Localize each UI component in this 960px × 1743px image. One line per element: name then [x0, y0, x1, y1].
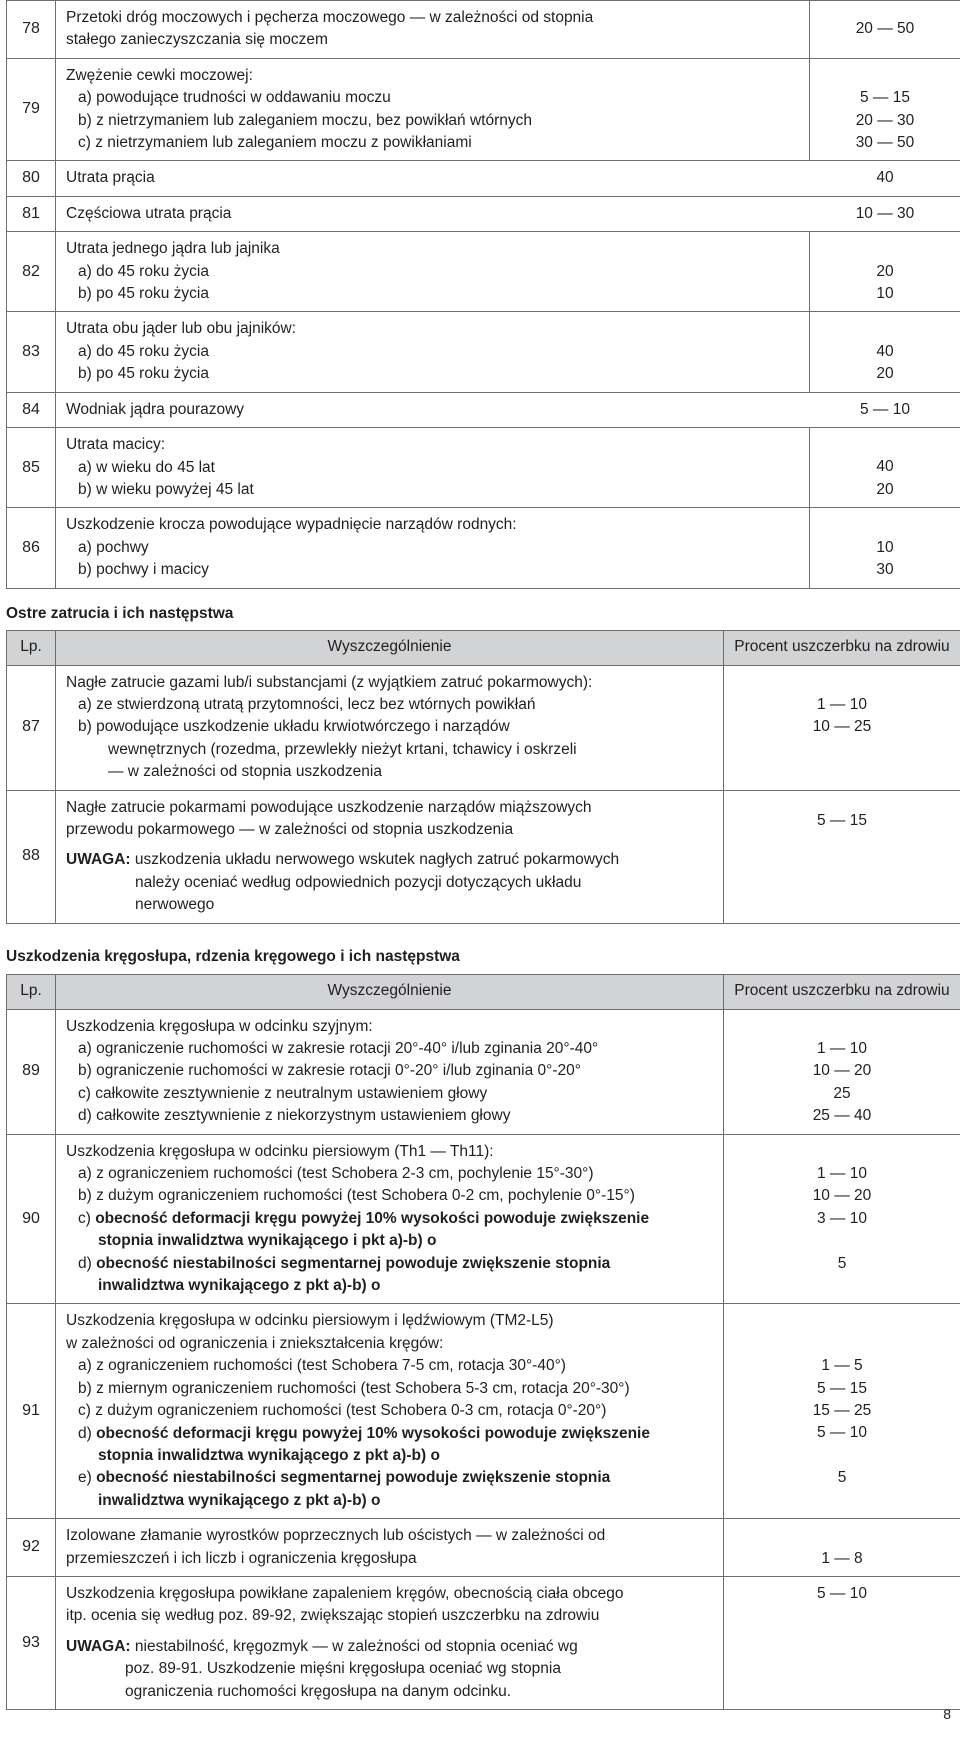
uwaga-label: UWAGA: [66, 1637, 131, 1655]
value-line: 10 — 20 [812, 1062, 872, 1080]
value-line: 20 — 30 [855, 111, 915, 129]
table-row [7, 392, 960, 427]
table-row [7, 508, 960, 588]
desc-line: obecność niestabilności segmentarnej powoduje zwiększenie stopnia [96, 1469, 611, 1487]
row-lp: 89 [7, 1009, 56, 1134]
value-line: 20 [876, 262, 894, 280]
desc-line: Uszkodzenia kręgosłupa w odcinku piersiowym (Th1 — Th11): [66, 1142, 494, 1160]
row-lp: 90 [7, 1134, 56, 1304]
desc-line: w zależności od ograniczenia i zniekształcenia kręgów: [66, 1334, 444, 1352]
table-row [7, 1134, 960, 1304]
table-spine [6, 974, 960, 1710]
desc-line: Utrata jednego jądra lub jajnika [66, 240, 280, 258]
value-line: 1 — 5 [821, 1357, 863, 1375]
value-line: 15 — 25 [812, 1402, 872, 1420]
row-desc [56, 508, 810, 588]
desc-line: c) z nietrzymaniem lub zaleganiem moczu z powikłaniami [78, 134, 472, 152]
row-desc [56, 392, 960, 427]
desc-line: b) powodujące uszkodzenie układu krwiotwórczego i narządów [78, 718, 510, 736]
row-value: 1 — 8 [724, 1519, 960, 1577]
row-lp: 86 [7, 508, 56, 588]
value-line: 5 [837, 1254, 847, 1272]
desc-line: Izolowane złamanie wyrostków poprzecznych lub ościstych — w zależności od [66, 1527, 606, 1545]
row-value: 5 — 10 [860, 400, 910, 418]
desc-line: inwalidztwa wynikającego z pkt a)-b) o [98, 1491, 381, 1509]
desc-line: a) pochwy [78, 538, 149, 556]
row-value [810, 508, 960, 588]
section-title: Uszkodzenia kręgosłupa, rdzenia kręgowego i ich następstwa [6, 947, 460, 965]
value-line: 30 [876, 561, 894, 579]
row-desc [56, 196, 960, 231]
table-row [7, 58, 960, 161]
value-line: 40 [876, 342, 894, 360]
row-value: 5 — 15 [724, 790, 960, 923]
section-heading-wrap [6, 924, 960, 974]
desc-line: przemieszczeń i ich liczb i ograniczenia kręgosłupa [66, 1549, 417, 1567]
row-desc [56, 1, 810, 59]
row-value: 10 — 30 [855, 204, 915, 222]
header-desc: Wyszczególnienie [56, 630, 724, 665]
row-lp: 93 [7, 1576, 56, 1709]
value-line: 1 — 10 [817, 1165, 867, 1183]
row-value [724, 1009, 960, 1134]
desc-line: ograniczenia ruchomości kręgosłupa na danym odcinku. [125, 1682, 511, 1700]
desc-line: nerwowego [135, 896, 215, 914]
row-value: 20 — 50 [810, 1, 960, 59]
desc-line: należy oceniać według odpowiednich pozycji dotyczących układu [135, 873, 582, 891]
desc-line: Wodniak jądra pourazowy [66, 400, 245, 418]
value-line: 3 — 10 [817, 1209, 867, 1227]
row-lp: 91 [7, 1304, 56, 1519]
table-row [7, 428, 960, 508]
table-poisoning [6, 630, 960, 924]
table-header [7, 630, 960, 665]
value-line: 10 — 25 [812, 718, 872, 736]
desc-line: b) po 45 roku życia [78, 365, 209, 383]
row-desc [56, 665, 724, 790]
table-header [7, 974, 960, 1009]
desc-line: stałego zanieczyszczania się moczem [66, 31, 328, 49]
row-value [724, 1304, 960, 1519]
page-number: 8 [943, 1705, 951, 1722]
desc-line: c) [78, 1209, 96, 1227]
row-value: 5 — 10 [724, 1576, 960, 1709]
table-row [7, 1576, 960, 1709]
desc-line: Uszkodzenia kręgosłupa powikłane zapaleniem kręgów, obecnością ciała obcego [66, 1584, 624, 1602]
row-desc [56, 1009, 724, 1134]
desc-line: a) do 45 roku życia [78, 342, 209, 360]
row-lp: 81 [7, 196, 56, 231]
table-row [7, 196, 960, 231]
table-row [7, 232, 960, 312]
value-line: 5 [837, 1469, 847, 1487]
desc-line: uszkodzenia układu nerwowego wskutek nagłych zatruć pokarmowych [130, 851, 620, 869]
table-row [7, 1009, 960, 1134]
row-lp: 85 [7, 428, 56, 508]
table-row [7, 1519, 960, 1577]
row-desc [56, 428, 810, 508]
row-lp: 88 [7, 790, 56, 923]
header-value: Procent uszczerbku na zdrowiu [724, 974, 960, 1009]
desc-line: inwalidztwa wynikającego z pkt a)-b) o [98, 1277, 381, 1295]
header-desc: Wyszczególnienie [56, 974, 724, 1009]
desc-line: niestabilność, kręgozmyk — w zależności od stopnia oceniać wg [130, 1637, 578, 1655]
value-line: 20 [876, 365, 894, 383]
desc-line: obecność deformacji kręgu powyżej 10% wysokości powoduje zwiększenie [96, 1424, 650, 1442]
desc-line: stopnia inwalidztwa wynikającego z pkt a)-b) o [98, 1446, 440, 1464]
desc-line: a) w wieku do 45 lat [78, 458, 215, 476]
row-desc [56, 1304, 724, 1519]
desc-line: c) z dużym ograniczeniem ruchomości (test Schobera 0-3 cm, rotacja 0°-20°) [78, 1402, 607, 1420]
value-line: 10 [876, 285, 894, 303]
value-line: 10 — 20 [812, 1187, 872, 1205]
row-desc [56, 161, 960, 196]
row-value [810, 312, 960, 392]
row-lp: 80 [7, 161, 56, 196]
row-value [724, 1134, 960, 1304]
desc-line: b) w wieku powyżej 45 lat [78, 480, 254, 498]
value-line: 25 [833, 1084, 851, 1102]
section-heading-wrap [6, 589, 960, 630]
row-value: 40 [876, 169, 894, 187]
row-desc [56, 790, 724, 923]
uwaga-label: UWAGA: [66, 851, 131, 869]
row-lp: 87 [7, 665, 56, 790]
desc-line: Nagłe zatrucie gazami lub/i substancjami (z wyjątkiem zatruć pokarmowych): [66, 673, 593, 691]
table-row [7, 161, 960, 196]
table-row [7, 1, 960, 59]
row-desc [56, 1134, 724, 1304]
row-lp: 78 [7, 1, 56, 59]
header-lp: Lp. [7, 974, 56, 1009]
row-desc [56, 232, 810, 312]
value-line: 20 [876, 480, 894, 498]
desc-line: Utrata prącia [66, 169, 155, 187]
desc-line: Utrata obu jąder lub obu jajników: [66, 320, 297, 338]
desc-line: Uszkodzenia kręgosłupa w odcinku szyjnym: [66, 1017, 373, 1035]
desc-line: a) z ograniczeniem ruchomości (test Schobera 2-3 cm, pochylenie 15°-30°) [78, 1165, 594, 1183]
desc-line: a) powodujące trudności w oddawaniu moczu [78, 89, 391, 107]
desc-line: d) całkowite zesztywnienie z niekorzystnym ustawieniem głowy [78, 1107, 511, 1125]
desc-line: stopnia inwalidztwa wynikającego i pkt a)-b) o [98, 1232, 437, 1250]
desc-line: obecność niestabilności segmentarnej powoduje zwiększenie stopnia [96, 1254, 611, 1272]
row-value [810, 232, 960, 312]
value-line: 10 [876, 538, 894, 556]
desc-line: itp. ocenia się według poz. 89-92, zwiększając stopień uszczerbku na zdrowiu [66, 1607, 600, 1625]
desc-line: Uszkodzenia kręgosłupa w odcinku piersiowym i lędźwiowym (TM2-L5) [66, 1312, 554, 1330]
header-lp: Lp. [7, 630, 56, 665]
row-lp: 84 [7, 392, 56, 427]
table-genitourinary [6, 0, 960, 589]
desc-line: b) ograniczenie ruchomości w zakresie rotacji 0°-20° i/lub zginania 0°-20° [78, 1062, 581, 1080]
value-line: 1 — 10 [817, 695, 867, 713]
value-line: 1 — 10 [817, 1039, 867, 1057]
desc-line: wewnętrznych (rozedma, przewlekły nieżyt krtani, tchawicy i oskrzeli [108, 740, 577, 758]
desc-line: b) po 45 roku życia [78, 285, 209, 303]
section-title: Ostre zatrucia i ich następstwa [6, 604, 234, 622]
desc-line: d) [78, 1424, 97, 1442]
desc-line: poz. 89-91. Uszkodzenie mięśni kręgosłupa oceniać wg stopnia [125, 1660, 561, 1678]
desc-line: Zwężenie cewki moczowej: [66, 66, 253, 84]
value-line: 5 — 10 [817, 1424, 867, 1442]
row-desc [56, 312, 810, 392]
desc-line: Nagłe zatrucie pokarmami powodujące uszkodzenie narządów miąższowych [66, 798, 592, 816]
desc-line: b) z miernym ograniczeniem ruchomości (test Schobera 5-3 cm, rotacja 20°-30°) [78, 1379, 630, 1397]
desc-line: Uszkodzenie krocza powodujące wypadnięcie narządów rodnych: [66, 516, 517, 534]
desc-line: b) z nietrzymaniem lub zaleganiem moczu, bez powikłań wtórnych [78, 111, 533, 129]
desc-line: c) całkowite zesztywnienie z neutralnym ustawieniem głowy [78, 1084, 488, 1102]
desc-line: Przetoki dróg moczowych i pęcherza moczowego — w zależności od stopnia [66, 9, 594, 26]
desc-line: b) pochwy i macicy [78, 561, 209, 579]
desc-line: obecność deformacji kręgu powyżej 10% wysokości powoduje zwiększenie [95, 1209, 650, 1227]
row-lp: 79 [7, 58, 56, 161]
row-desc [56, 1576, 724, 1709]
row-lp: 92 [7, 1519, 56, 1577]
value-line: 5 — 15 [817, 1379, 867, 1397]
row-value [724, 665, 960, 790]
desc-line: przewodu pokarmowego — w zależności od stopnia uszkodzenia [66, 820, 514, 838]
desc-line: d) [78, 1254, 97, 1272]
row-desc [56, 58, 810, 161]
desc-line: a) do 45 roku życia [78, 262, 209, 280]
row-desc [56, 1519, 724, 1577]
table-row [7, 790, 960, 923]
desc-line: a) ograniczenie ruchomości w zakresie rotacji 20°-40° i/lub zginania 20°-40° [78, 1040, 599, 1057]
document-page [6, 0, 960, 1710]
desc-line: Częściowa utrata prącia [66, 204, 232, 222]
value-line: 25 — 40 [812, 1107, 872, 1125]
desc-line: — w zależności od stopnia uszkodzenia [108, 763, 382, 781]
value-line: 5 — 15 [860, 89, 910, 107]
desc-line: b) z dużym ograniczeniem ruchomości (test Schobera 0-2 cm, pochylenie 0°-15°) [78, 1187, 635, 1205]
desc-line: a) z ograniczeniem ruchomości (test Schobera 7-5 cm, rotacja 30°-40°) [78, 1357, 566, 1375]
desc-line: Utrata macicy: [66, 436, 166, 454]
value-line: 40 [876, 458, 894, 476]
desc-line: a) ze stwierdzoną utratą przytomności, lecz bez wtórnych powikłań [78, 695, 536, 713]
row-lp: 83 [7, 312, 56, 392]
table-row [7, 665, 960, 790]
desc-line: e) [78, 1469, 97, 1487]
row-value [810, 428, 960, 508]
value-line: 30 — 50 [855, 134, 915, 152]
header-value: Procent uszczerbku na zdrowiu [724, 630, 960, 665]
table-row [7, 1304, 960, 1519]
row-lp: 82 [7, 232, 56, 312]
table-row [7, 312, 960, 392]
row-value [810, 58, 960, 161]
